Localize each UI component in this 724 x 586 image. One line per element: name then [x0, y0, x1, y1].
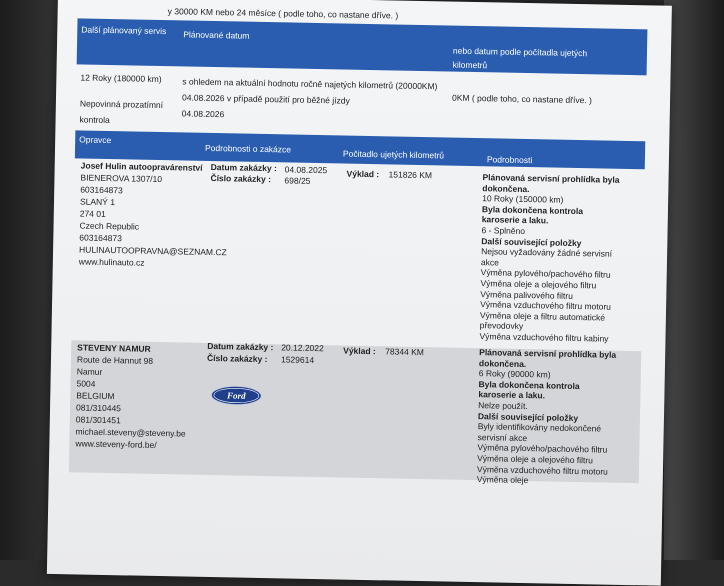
detail-line: Plánovaná servisní prohlídka byla [479, 347, 617, 360]
odometer-label: Výklad : [346, 168, 380, 180]
address-line: 274 01 [79, 208, 106, 219]
plan-row-1-alt: 0KM ( podle toho, co nastane dříve. ) [451, 92, 593, 106]
workshop-name: Josef Hulin autoopravárenství [80, 160, 203, 173]
header-workshop: Opravce [79, 134, 112, 146]
address-line: 603164873 [80, 184, 123, 196]
detail-line: karoserie a laku. [481, 214, 549, 226]
record-details [477, 347, 617, 487]
detail-line: 6 Roky (90000 km) [478, 368, 551, 380]
workshop-email[interactable]: HULINAUTOOPRAVNA@SEZNAM.CZ [79, 244, 227, 258]
plan-row-2-name-line1: Nepovinná prozatímní [79, 98, 164, 111]
detail-line: Výměna oleje a olejového filtru [480, 278, 597, 291]
detail-line: Výměna pylového/pachového filtru [480, 267, 611, 281]
detail-line: Další související položky [477, 410, 579, 423]
order-date-label: Datum zakázky : [207, 340, 274, 353]
ford-logo-text: Ford [226, 390, 246, 401]
planned-service-header [77, 18, 648, 75]
address-line: BELGIUM [76, 390, 115, 402]
table-surface-right [664, 0, 724, 560]
header-odometer-date: nebo datum podle počítadla ujetých [452, 45, 588, 59]
order-number-label: Číslo zakázky : [210, 172, 272, 185]
detail-line: Byla dokončena kontrola [481, 203, 584, 216]
header-planned-date: Plánované datum [183, 29, 250, 41]
detail-line: převodovky [479, 320, 524, 332]
detail-line: Plánovaná servisní prohlídka byla [482, 172, 620, 185]
header-next-service: Další plánovaný servis [81, 24, 167, 37]
odometer-value: 151826 KM [388, 169, 433, 181]
address-line: 603164873 [79, 232, 122, 244]
address-line: 081/301451 [75, 414, 121, 426]
order-number-value: 1529614 [280, 354, 315, 365]
header-odometer-unit: kilometrů [452, 59, 488, 71]
detail-line: Výměna oleje a filtru automatické [479, 309, 606, 323]
order-number-label: Číslo zakázky : [206, 352, 268, 365]
detail-line: Byly identifikovány nedokončené [477, 421, 602, 434]
workshop-website[interactable]: www.hulinauto.cz [78, 256, 145, 268]
address-line: 081/310445 [75, 402, 122, 414]
detail-line: Výměna vzduchového filtru kabiny [479, 331, 609, 344]
workshop-website[interactable]: www.steveny-ford.be/ [75, 438, 157, 450]
order-date-value: 04.08.2025 [284, 164, 328, 176]
workshop-name: STEVENY NAMUR [77, 342, 151, 354]
detail-line: Výměna palivového filtru [480, 288, 574, 301]
detail-line: Výměna vzduchového filtru motoru [476, 463, 608, 477]
detail-line: Výměna oleje a olejového filtru [477, 453, 594, 466]
detail-line: Nejsou vyžadovány žádné servisní [481, 246, 613, 259]
plan-row-1-date-line2: 04.08.2026 v případě použití pro běžné jízdy [181, 92, 350, 106]
address-line: SLANÝ 1 [79, 196, 116, 208]
address-line: Route de Hannut 98 [76, 354, 154, 366]
detail-line: Výměna oleje [476, 474, 529, 486]
detail-line: akce [480, 256, 499, 268]
detail-line: Nelze použít. [478, 400, 528, 412]
order-number-value: 698/25 [284, 175, 311, 186]
detail-line: Výměna vzduchového filtru motoru [480, 299, 612, 312]
plan-row-1-date-line1: s ohledem na aktuální hodnotu ročně najetých kilometrů (20000KM) [182, 76, 438, 92]
address-line: BIENEROVA 1307/10 [80, 172, 163, 185]
ford-logo [210, 385, 262, 406]
header-order-details: Podrobnosti o zakázce [204, 142, 292, 155]
workshop-email[interactable]: michael.steveny@steveny.be [75, 426, 186, 439]
header-details: Podrobnosti [486, 154, 533, 166]
detail-line: Výměna pylového/pachového filtru [477, 442, 608, 455]
detail-line: servisní akce [477, 431, 528, 443]
record-details [479, 172, 619, 344]
odometer-label: Výklad : [343, 345, 376, 357]
plan-row-1-name: 12 Roky (180000 km) [80, 72, 162, 85]
detail-line: Byla dokončena kontrola [478, 378, 580, 391]
order-date-label: Datum zakázky : [210, 161, 277, 174]
detail-line: Další související položky [481, 235, 582, 248]
detail-line: dokončena. [478, 357, 527, 369]
header-odometer: Počitadlo ujetých kilometrů [342, 148, 445, 161]
detail-line: 10 Roky (150000 km) [482, 193, 564, 205]
detail-line: karoserie a laku. [478, 389, 546, 401]
service-history-page [47, 0, 672, 586]
address-line: Czech Republic [79, 220, 140, 232]
address-line: Namur [76, 366, 103, 377]
order-date-value: 20.12.2022 [281, 342, 324, 354]
address-line: 5004 [76, 378, 96, 389]
detail-line: dokončena. [482, 182, 530, 194]
plan-row-2-date: 04.08.2026 [181, 108, 225, 120]
odometer-value: 78344 KM [385, 346, 425, 358]
plan-row-2-name-line2: kontrola [79, 114, 110, 126]
top-note: y 30000 KM nebo 24 měsíce ( podle toho, co nastane dříve. ) [167, 6, 399, 21]
detail-line: 6 - Splněno [481, 225, 526, 236]
